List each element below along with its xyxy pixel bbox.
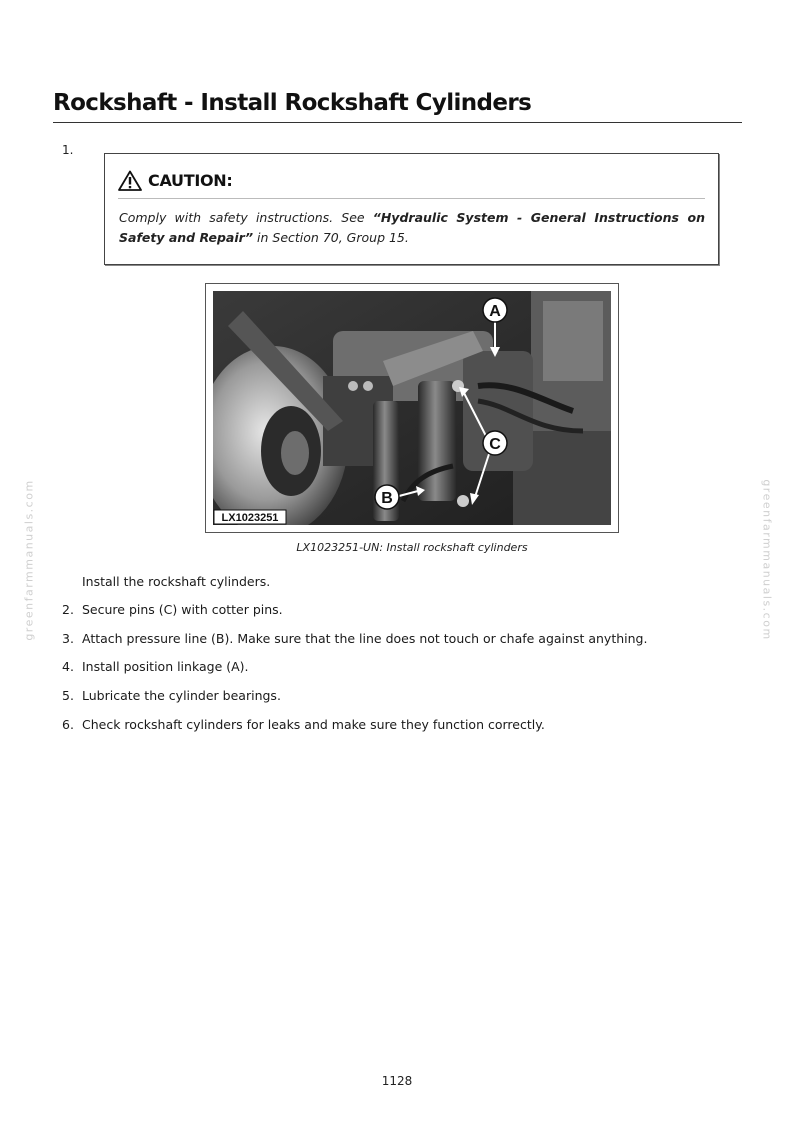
caution-text-prefix: Comply with safety instructions. See xyxy=(119,210,373,225)
step-number: 3. xyxy=(62,630,74,646)
caution-text xyxy=(119,208,705,248)
list-item xyxy=(62,688,647,717)
callout-b-label: B xyxy=(381,490,393,507)
step-number: 5. xyxy=(62,688,74,704)
callout-a-label: A xyxy=(489,303,501,320)
rockshaft-photo xyxy=(213,291,611,525)
warning-triangle-icon xyxy=(118,170,142,191)
step-number-1: 1. xyxy=(62,143,74,157)
caution-divider xyxy=(118,198,705,199)
list-item xyxy=(62,602,647,631)
figure-rockshaft-cylinders xyxy=(205,283,619,533)
title-divider xyxy=(53,122,742,123)
list-item xyxy=(62,717,647,746)
list-item xyxy=(62,659,647,688)
caution-reference-link[interactable]: “Hydraulic System - General Instructions on Safety and Repair” xyxy=(119,210,706,245)
callout-c-label: C xyxy=(489,436,501,453)
step-text: Attach pressure line (B). Make sure that the line does not touch or chafe against anything. xyxy=(82,630,648,646)
step-number: 4. xyxy=(62,659,74,675)
page-number: 1128 xyxy=(381,1074,413,1088)
watermark-right: greenfarmmanuals.com xyxy=(760,479,774,641)
step-text: Check rockshaft cylinders for leaks and make sure they function correctly. xyxy=(82,716,545,732)
step-text: Install position linkage (A). xyxy=(82,659,249,675)
steps-list xyxy=(62,602,647,745)
watermark-left: greenfarmmanuals.com xyxy=(22,479,36,641)
step-text: Secure pins (C) with cotter pins. xyxy=(82,602,283,617)
figure-id-label: LX1023251 xyxy=(221,512,279,524)
caution-text-suffix: in Section 70, Group 15. xyxy=(253,230,409,245)
caution-header xyxy=(118,167,232,193)
caution-box xyxy=(104,153,719,265)
step-text: Lubricate the cylinder bearings. xyxy=(82,688,281,704)
step-number: 2. xyxy=(62,602,74,617)
page-title: Rockshaft - Install Rockshaft Cylinders xyxy=(53,90,532,116)
step-number: 6. xyxy=(62,716,74,732)
intro-instruction: Install the rockshaft cylinders. xyxy=(82,574,271,589)
figure-caption: LX1023251-UN: Install rockshaft cylinders xyxy=(296,541,528,554)
caution-label: CAUTION: xyxy=(148,170,233,190)
list-item xyxy=(62,631,647,660)
